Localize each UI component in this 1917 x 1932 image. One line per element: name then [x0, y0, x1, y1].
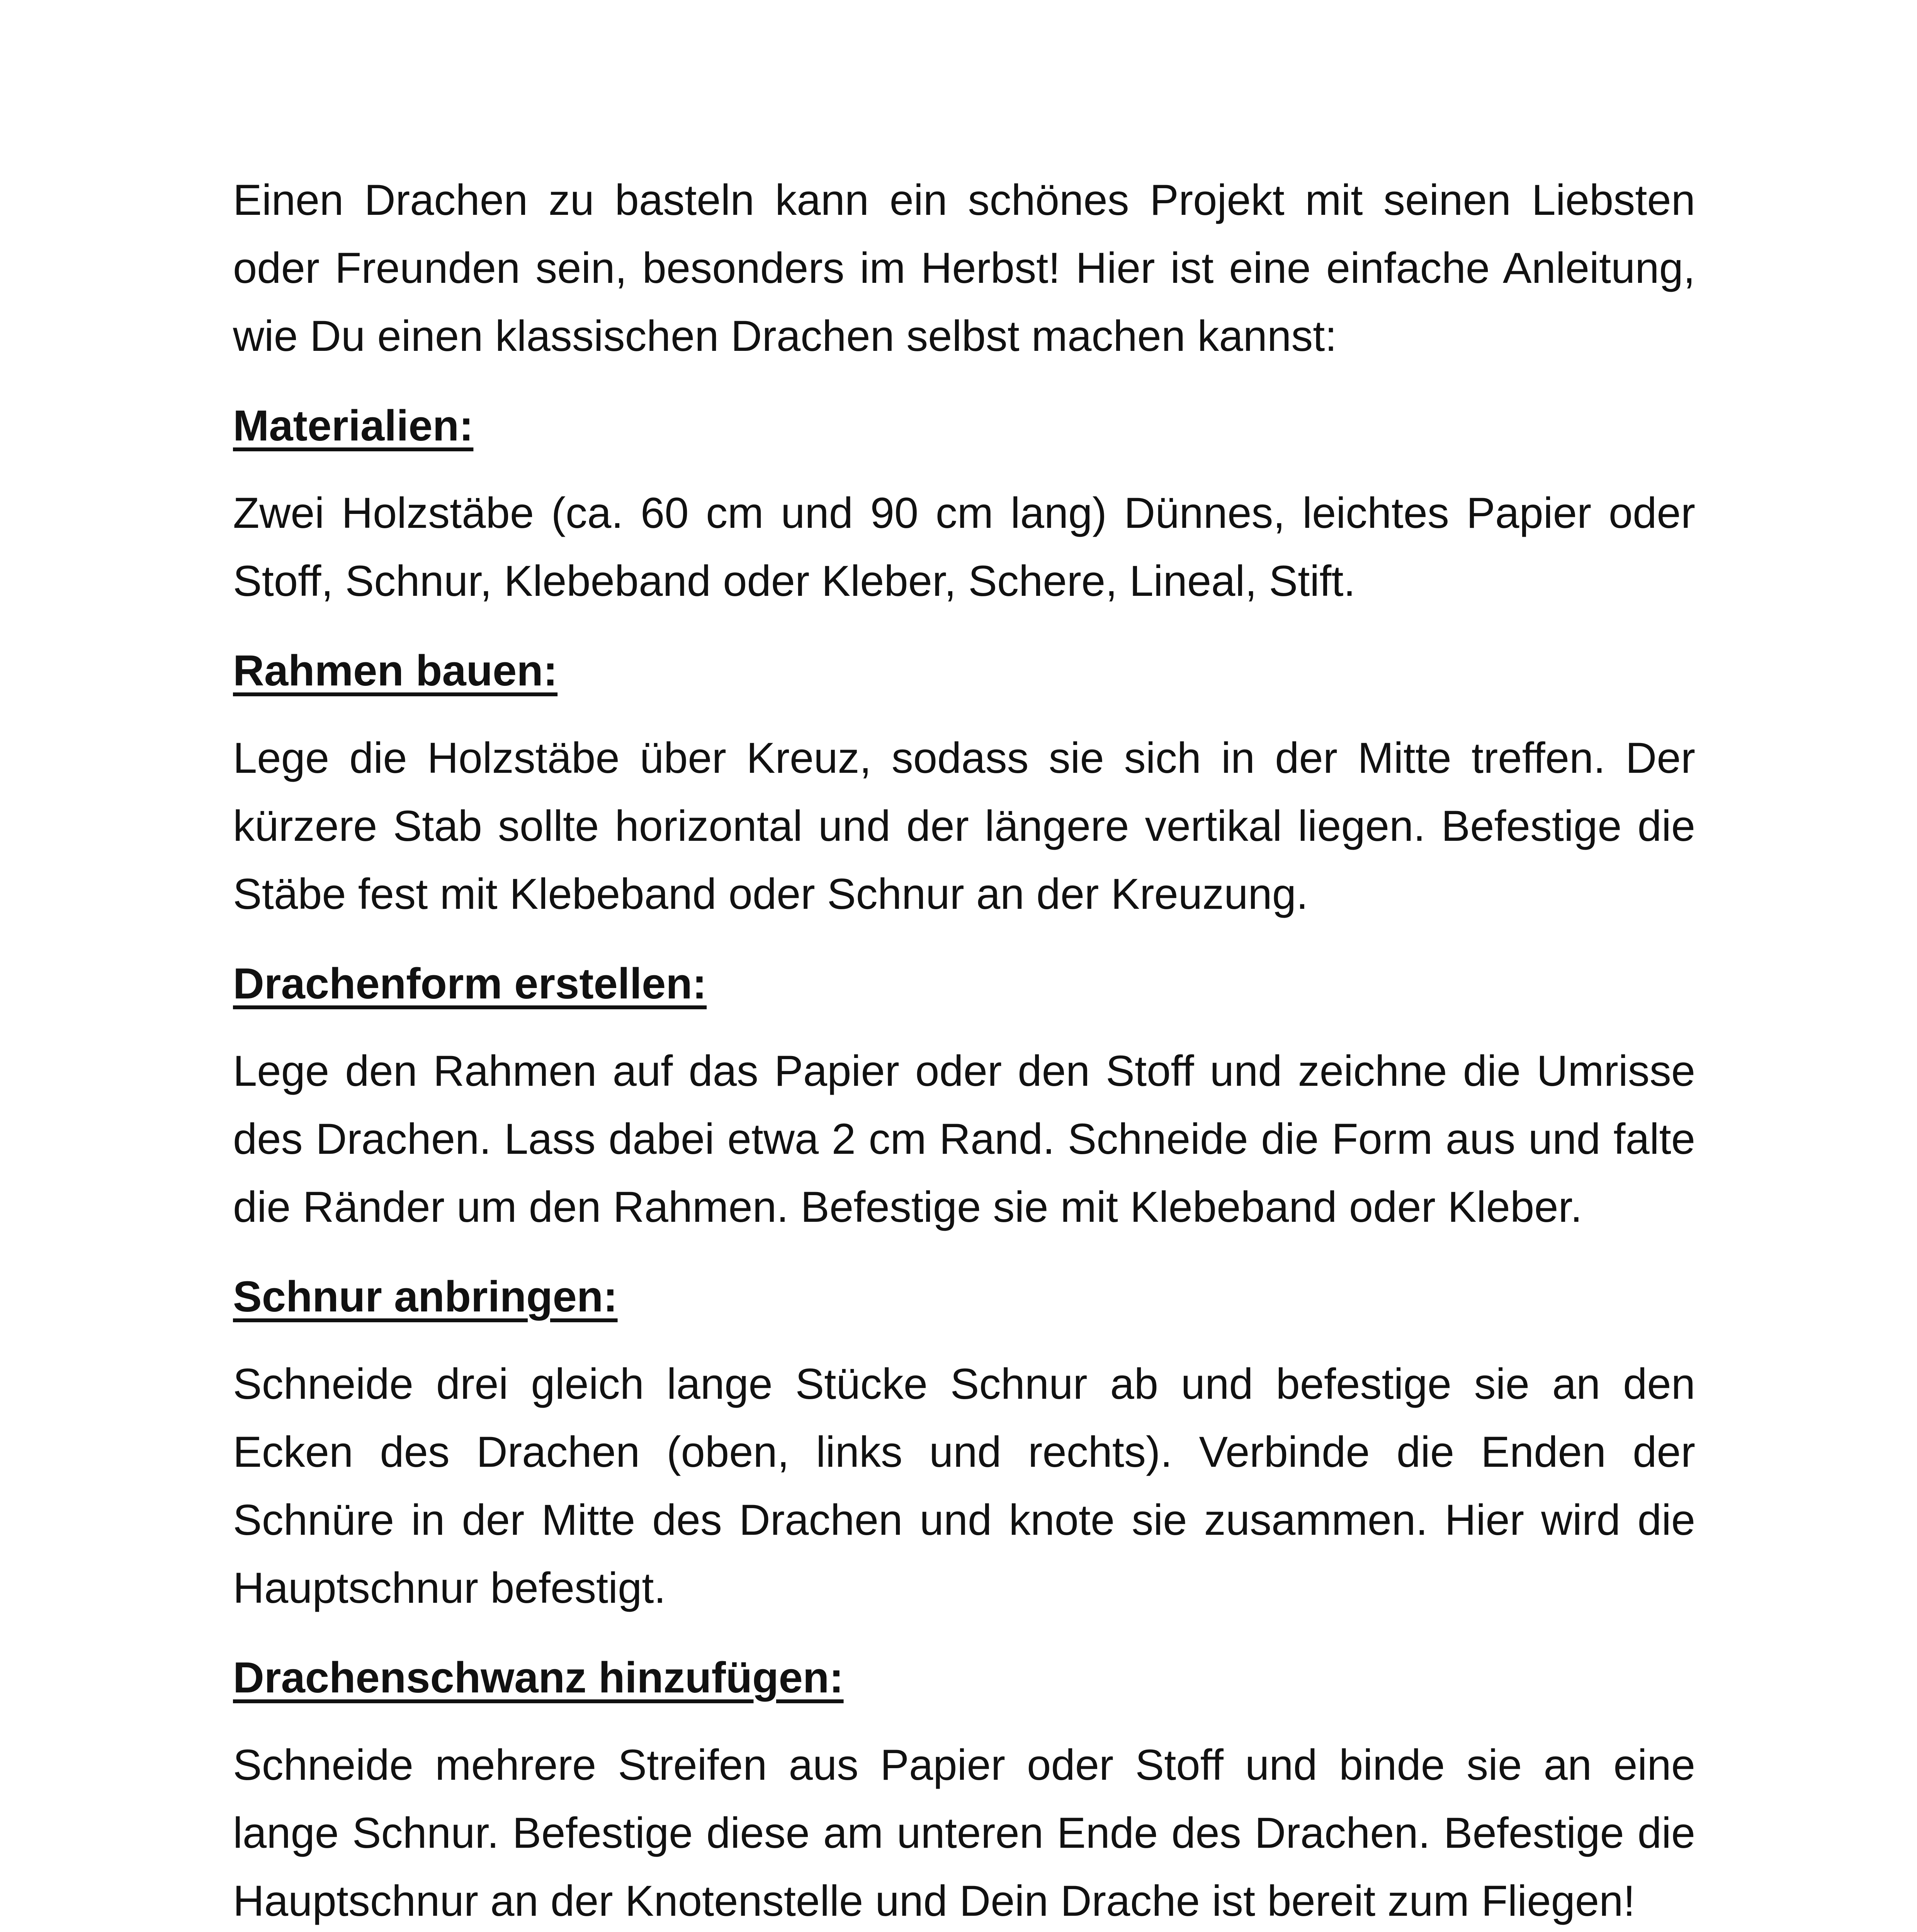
intro-paragraph: Einen Drachen zu basteln kann ein schönes Projekt mit seinen Liebsten oder Freunden sein, besonders im Herbst! Hier ist eine einfache Anleitung, wie Du einen klassischen Drachen selbst machen kannst: — [233, 176, 1695, 360]
section-heading-materialien: Materialien: — [233, 401, 474, 450]
section-text-drachenform: Lege den Rahmen auf das Papier oder den Stoff und zeichne die Umrisse des Drachen. Lass dabei etwa 2 cm Rand. Schneide die Form aus und falte die Ränder um den Rahmen. Befestige sie mit Klebeband oder Kleber. — [233, 1047, 1695, 1231]
section-heading-rahmen-bauen: Rahmen bauen: — [233, 646, 558, 695]
section-text-schnur-anbringen: Schneide drei gleich lange Stücke Schnur ab und befestige sie an den Ecken des Drachen (oben, links und rechts). Verbinde die Enden der Schnüre in der Mitte des Drachen und knote sie zusammen. Hier wird die Hauptschnur befestigt. — [233, 1360, 1695, 1612]
section-text-drachenschwanz: Schneide mehrere Streifen aus Papier oder Stoff und binde sie an eine lange Schnur. Befestige diese am unteren Ende des Drachen. Befestige die Hauptschnur an der Knotenstelle und Dein Drache ist bereit zum Fliegen! — [233, 1741, 1695, 1925]
section-text-rahmen-bauen: Lege die Holzstäbe über Kreuz, sodass sie sich in der Mitte treffen. Der kürzere Stab sollte horizontal und der längere vertikal liegen. Befestige die Stäbe fest mit Klebeband oder Schnur an der Kreuzung. — [233, 734, 1695, 918]
page-content — [233, 166, 1695, 1932]
section-heading-schnur-anbringen: Schnur anbringen: — [233, 1272, 618, 1321]
section-heading-drachenschwanz: Drachenschwanz hinzufügen: — [233, 1653, 844, 1702]
section-text-materialien: Zwei Holzstäbe (ca. 60 cm und 90 cm lang) Dünnes, leichtes Papier oder Stoff, Schnur, Klebeband oder Kleber, Schere, Lineal, Stift. — [233, 489, 1695, 605]
section-heading-drachenform: Drachenform erstellen: — [233, 959, 707, 1008]
